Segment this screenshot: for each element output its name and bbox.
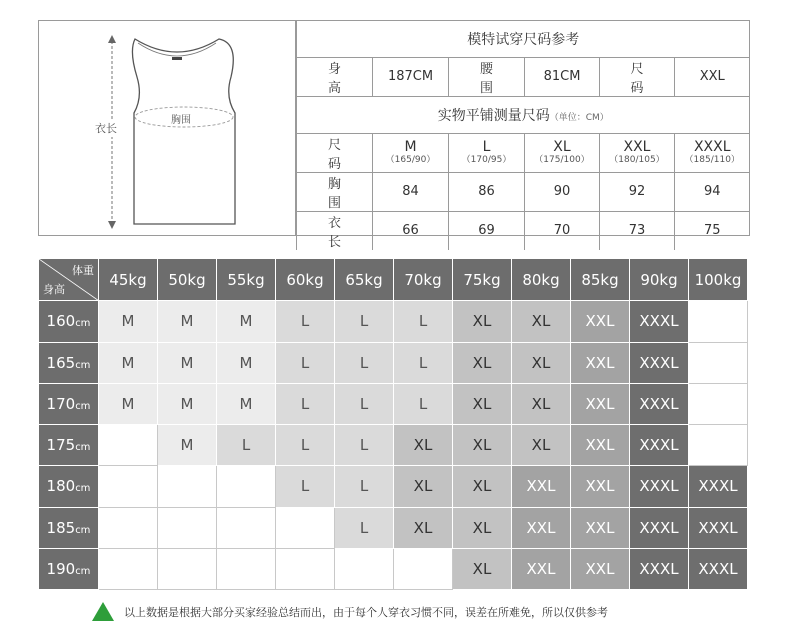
size-cell bbox=[689, 383, 748, 424]
tank-top-figure bbox=[39, 21, 296, 235]
size-cell bbox=[217, 548, 276, 589]
size-cell bbox=[99, 466, 158, 507]
flat-chest-value: 84 bbox=[373, 172, 449, 211]
size-cell: XXL bbox=[512, 507, 571, 548]
flat-size-range: （170/95） bbox=[461, 155, 512, 165]
weight-header: 75kg bbox=[453, 259, 512, 301]
size-cell bbox=[689, 301, 748, 342]
flat-size-name: XL bbox=[553, 139, 571, 155]
flat-length-label: 衣 长 bbox=[297, 211, 373, 250]
green-triangle-icon bbox=[92, 602, 114, 621]
weight-height-size-grid bbox=[38, 258, 748, 590]
size-cell: XXXL bbox=[630, 466, 689, 507]
height-row bbox=[39, 466, 748, 507]
height-value: 190 bbox=[46, 559, 76, 578]
height-row bbox=[39, 548, 748, 589]
height-value: 165 bbox=[46, 353, 76, 372]
weight-header-row bbox=[39, 259, 748, 301]
size-cell: XXL bbox=[571, 301, 630, 342]
flat-size-name: XXL bbox=[623, 139, 651, 155]
height-unit: cm bbox=[75, 400, 91, 412]
size-cell bbox=[217, 466, 276, 507]
weight-header: 90kg bbox=[630, 259, 689, 301]
size-cell: M bbox=[158, 383, 217, 424]
size-cell: L bbox=[276, 466, 335, 507]
size-reference-table bbox=[296, 21, 750, 250]
weight-header: 100kg bbox=[689, 259, 748, 301]
flat-chest-value: 94 bbox=[675, 172, 750, 211]
size-cell: XL bbox=[512, 301, 571, 342]
size-cell: L bbox=[394, 301, 453, 342]
footer-note bbox=[92, 600, 732, 624]
flat-size-cell bbox=[449, 133, 525, 172]
flat-chest-value: 90 bbox=[525, 172, 600, 211]
height-label bbox=[39, 383, 99, 424]
flat-title bbox=[297, 96, 750, 133]
model-title: 模特试穿尺码参考 bbox=[297, 21, 750, 57]
height-value: 170 bbox=[46, 394, 76, 413]
weight-header: 70kg bbox=[394, 259, 453, 301]
model-row bbox=[297, 57, 750, 96]
size-cell: XXL bbox=[571, 507, 630, 548]
size-cell: L bbox=[276, 301, 335, 342]
size-cell: XL bbox=[512, 342, 571, 383]
size-cell: M bbox=[158, 342, 217, 383]
size-cell bbox=[158, 548, 217, 589]
size-cell: XXXL bbox=[689, 548, 748, 589]
size-cell: L bbox=[276, 383, 335, 424]
flat-size-label: 尺 码 bbox=[297, 133, 373, 172]
size-cell: M bbox=[217, 383, 276, 424]
height-row bbox=[39, 507, 748, 548]
flat-title-text: 实物平铺测量尺码 bbox=[437, 107, 550, 124]
size-cell: M bbox=[99, 301, 158, 342]
size-cell bbox=[394, 548, 453, 589]
weight-header: 45kg bbox=[99, 259, 158, 301]
height-row bbox=[39, 342, 748, 383]
size-cell: XXL bbox=[571, 466, 630, 507]
corner-weight-label: 体重 bbox=[72, 264, 94, 277]
size-cell: L bbox=[335, 466, 394, 507]
size-cell: M bbox=[217, 301, 276, 342]
flat-size-range: （180/105） bbox=[609, 155, 665, 165]
flat-chest-value: 92 bbox=[600, 172, 675, 211]
size-cell bbox=[335, 548, 394, 589]
flat-length-row bbox=[297, 211, 750, 250]
size-cell: L bbox=[335, 425, 394, 466]
height-label bbox=[39, 342, 99, 383]
size-cell: XXL bbox=[512, 466, 571, 507]
size-cell: M bbox=[158, 425, 217, 466]
grid-corner bbox=[39, 259, 99, 301]
height-label bbox=[39, 466, 99, 507]
size-cell: M bbox=[99, 383, 158, 424]
size-cell: L bbox=[394, 383, 453, 424]
flat-size-cell bbox=[600, 133, 675, 172]
size-cell: XXXL bbox=[630, 425, 689, 466]
height-unit: cm bbox=[75, 442, 91, 454]
size-cell: XXXL bbox=[630, 507, 689, 548]
flat-size-cell bbox=[675, 133, 750, 172]
height-value: 185 bbox=[46, 518, 76, 537]
size-cell bbox=[99, 548, 158, 589]
size-cell: L bbox=[335, 301, 394, 342]
weight-header: 65kg bbox=[335, 259, 394, 301]
chest-label: 胸围 bbox=[170, 111, 192, 126]
size-cell: XXXL bbox=[630, 548, 689, 589]
size-cell: XXL bbox=[571, 342, 630, 383]
flat-title-row bbox=[297, 96, 750, 133]
weight-header: 80kg bbox=[512, 259, 571, 301]
size-cell: XL bbox=[453, 548, 512, 589]
weight-header: 55kg bbox=[217, 259, 276, 301]
model-height-value: 187CM bbox=[373, 57, 449, 96]
height-label bbox=[39, 507, 99, 548]
size-cell: L bbox=[276, 342, 335, 383]
size-cell bbox=[99, 425, 158, 466]
size-cell: XXXL bbox=[630, 342, 689, 383]
size-cell: XL bbox=[453, 342, 512, 383]
size-cell: XL bbox=[394, 466, 453, 507]
flat-size-range: （165/90） bbox=[385, 155, 436, 165]
size-cell bbox=[689, 342, 748, 383]
length-label: 衣长 bbox=[95, 119, 117, 137]
flat-size-name: M bbox=[404, 139, 417, 155]
size-cell: XXL bbox=[571, 548, 630, 589]
size-cell: L bbox=[217, 425, 276, 466]
tank-top-outline-icon bbox=[39, 21, 295, 235]
height-value: 160 bbox=[46, 312, 76, 331]
flat-length-value: 73 bbox=[600, 211, 675, 250]
size-cell: L bbox=[335, 342, 394, 383]
height-unit: cm bbox=[75, 318, 91, 330]
model-waist-label: 腰 围 bbox=[449, 57, 525, 96]
height-row bbox=[39, 425, 748, 466]
size-cell: L bbox=[335, 383, 394, 424]
flat-length-value: 66 bbox=[373, 211, 449, 250]
height-label bbox=[39, 548, 99, 589]
size-cell bbox=[158, 507, 217, 548]
flat-size-row bbox=[297, 133, 750, 172]
flat-length-value: 75 bbox=[675, 211, 750, 250]
size-cell: XXXL bbox=[630, 383, 689, 424]
size-cell: XL bbox=[453, 466, 512, 507]
size-cell: XXL bbox=[512, 548, 571, 589]
size-cell bbox=[689, 425, 748, 466]
size-cell: XXXL bbox=[630, 301, 689, 342]
model-title-row bbox=[297, 21, 750, 57]
size-cell: XL bbox=[453, 425, 512, 466]
size-cell: XXXL bbox=[689, 507, 748, 548]
flat-length-value: 70 bbox=[525, 211, 600, 250]
flat-size-name: XXXL bbox=[693, 139, 731, 155]
height-unit: cm bbox=[75, 359, 91, 371]
measurement-panel bbox=[38, 20, 750, 250]
size-cell: XL bbox=[394, 425, 453, 466]
size-cell bbox=[158, 466, 217, 507]
height-unit: cm bbox=[75, 524, 91, 536]
height-unit: cm bbox=[75, 565, 91, 577]
size-cell: XL bbox=[453, 507, 512, 548]
flat-length-value: 69 bbox=[449, 211, 525, 250]
size-cell: XXXL bbox=[689, 466, 748, 507]
size-cell bbox=[276, 548, 335, 589]
corner-height-label: 身高 bbox=[43, 283, 65, 297]
flat-size-range: （185/110） bbox=[684, 155, 740, 165]
size-cell: XL bbox=[453, 301, 512, 342]
height-label bbox=[39, 425, 99, 466]
height-label bbox=[39, 301, 99, 342]
unit-note: （单位：CM） bbox=[549, 112, 609, 123]
size-cell: L bbox=[335, 507, 394, 548]
flat-size-range: （175/100） bbox=[534, 155, 590, 165]
size-cell bbox=[276, 507, 335, 548]
weight-header: 85kg bbox=[571, 259, 630, 301]
flat-chest-value: 86 bbox=[449, 172, 525, 211]
height-row bbox=[39, 301, 748, 342]
size-cell: XL bbox=[512, 383, 571, 424]
model-size-label: 尺 码 bbox=[600, 57, 675, 96]
size-cell: L bbox=[276, 425, 335, 466]
size-cell: XL bbox=[453, 383, 512, 424]
height-value: 180 bbox=[46, 477, 76, 496]
flat-chest-label: 胸 围 bbox=[297, 172, 373, 211]
size-cell: XXL bbox=[571, 425, 630, 466]
size-cell: XL bbox=[394, 507, 453, 548]
flat-chest-row bbox=[297, 172, 750, 211]
size-cell: L bbox=[394, 342, 453, 383]
model-size-value: XXL bbox=[675, 57, 750, 96]
footer-note-text: 以上数据是根据大部分买家经验总结而出，由于每个人穿衣习惯不同，误差在所难免，所以仅供参考 bbox=[124, 606, 608, 619]
size-cell: XXL bbox=[571, 383, 630, 424]
model-waist-value: 81CM bbox=[525, 57, 600, 96]
flat-size-cell bbox=[373, 133, 449, 172]
size-cell: M bbox=[99, 342, 158, 383]
size-cell bbox=[99, 507, 158, 548]
size-cell bbox=[217, 507, 276, 548]
size-cell: M bbox=[158, 301, 217, 342]
height-unit: cm bbox=[75, 483, 91, 495]
height-row bbox=[39, 383, 748, 424]
size-cell: XL bbox=[512, 425, 571, 466]
weight-header: 60kg bbox=[276, 259, 335, 301]
flat-size-cell bbox=[525, 133, 600, 172]
height-value: 175 bbox=[46, 436, 76, 455]
model-height-label: 身 高 bbox=[297, 57, 373, 96]
flat-size-name: L bbox=[482, 139, 491, 155]
size-cell: M bbox=[217, 342, 276, 383]
weight-header: 50kg bbox=[158, 259, 217, 301]
